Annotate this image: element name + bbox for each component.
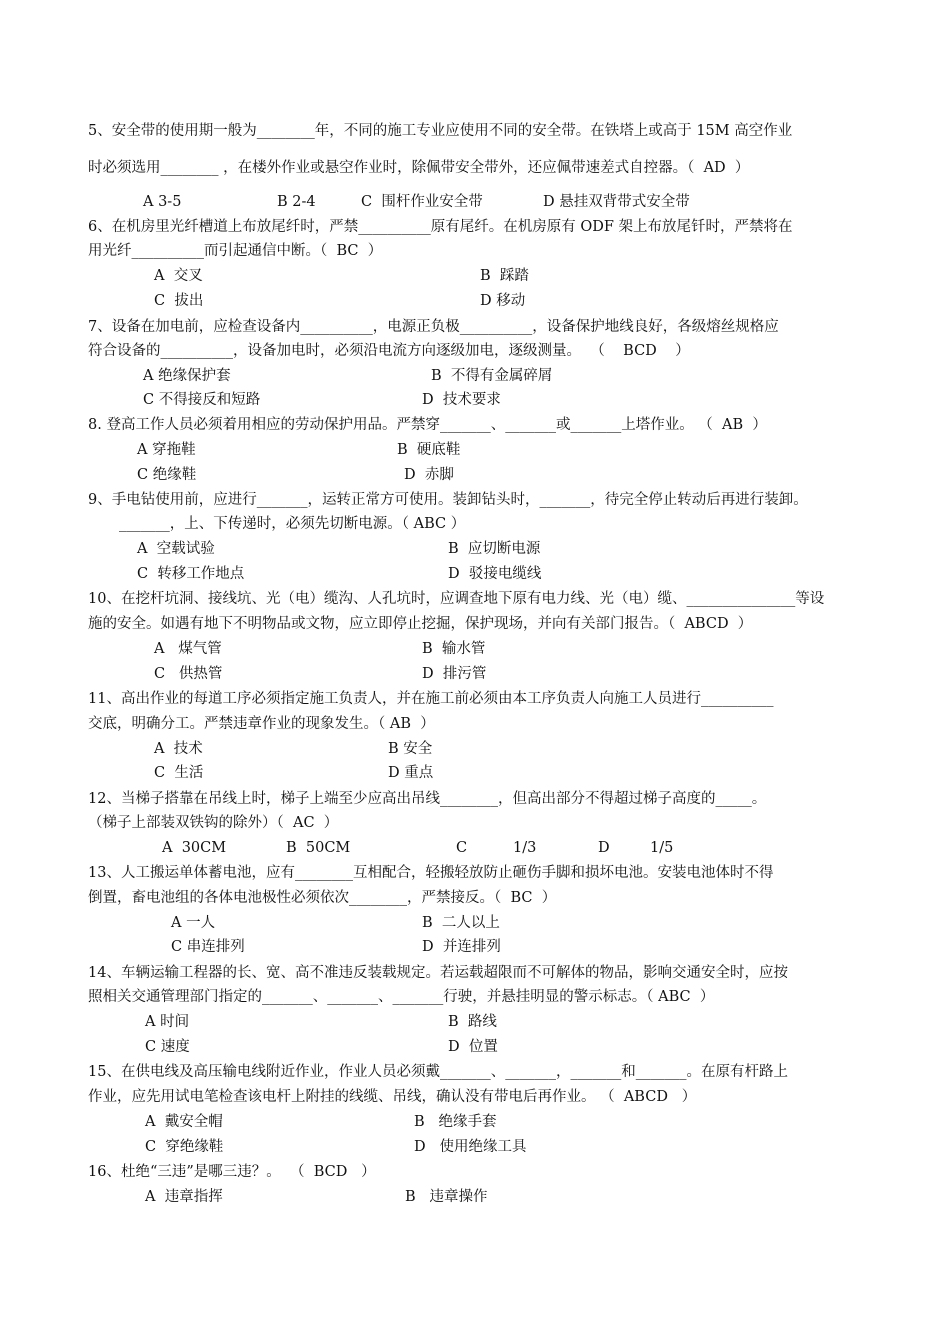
q9-option-d: D 驳接电缆线	[448, 566, 542, 582]
q5-option-a: A 3-5	[143, 194, 182, 210]
q8-line-1: 8. 登高工作人员必须着用相应的劳动保护用品。严禁穿_______、_______或_______上塔作业。 （ AB ）	[88, 417, 767, 433]
q10-option-a: A 煤气管	[154, 641, 222, 657]
q9-option-b: B 应切断电源	[448, 541, 541, 557]
q15-option-d: D 使用绝缘工具	[414, 1139, 527, 1155]
q7-line-2: 符合设备的__________，设备加电时，必须沿电流方向逐级加电，逐级测量。 （ BCD ）	[88, 343, 690, 359]
q10-line-2: 施的安全。如遇有地下不明物品或文物，应立即停止挖掘，保护现场，并向有关部门报告。（ ABCD ）	[88, 616, 753, 632]
q5-line-2: 时必须选用________ ，在楼外作业或悬空作业时，除佩带安全带外，还应佩带速差式自控器。（ AD ）	[88, 160, 750, 176]
q15-option-b: B 绝缘手套	[414, 1114, 497, 1130]
q11-option-d: D 重点	[388, 765, 434, 781]
q6-line-1: 6、在机房里光纤槽道上布放尾纤时，严禁__________原有尾纤。在机房原有 ODF 架上布放尾钎时，严禁将在	[88, 219, 793, 235]
q8-option-a: A 穿拖鞋	[137, 442, 196, 458]
q5-option-c: C 围杆作业安全带	[361, 194, 483, 210]
q13-line-1: 13、人工搬运单体蓄电池，应有________互相配合，轻搬轻放防止砸伤手脚和损坏电池。安装电池体时不得	[88, 865, 774, 881]
q8-option-b: B 硬底鞋	[397, 442, 461, 458]
q9-line-2: _______，上、下传递时，必须先切断电源。（ ABC ）	[119, 516, 466, 532]
q5-line-1: 5、安全带的使用期一般为________年，不同的施工专业应使用不同的安全带。在铁塔上或高于 15M 高空作业	[88, 123, 793, 139]
q16-option-a: A 违章指挥	[145, 1189, 223, 1205]
q10-option-c: C 供热管	[154, 666, 223, 682]
q11-line-1: 11、高出作业的每道工序必须指定施工负责人，并在施工前必须由本工序负责人向施工人员进行__________	[88, 691, 774, 707]
q9-option-a: A 空载试验	[137, 541, 215, 557]
q14-option-b: B 路线	[448, 1014, 497, 1030]
q14-line-2: 照相关交通管理部门指定的_______、_______、_______行驶，并悬挂明显的警示标志。（ ABC ）	[88, 989, 715, 1005]
q14-option-d: D 位置	[448, 1039, 498, 1055]
q13-option-c: C 串连排列	[171, 939, 245, 955]
q14-option-c: C 速度	[145, 1039, 190, 1055]
q14-option-a: A 时间	[145, 1014, 190, 1030]
q10-line-1: 10、在挖杆坑洞、接线坑、光（电）缆沟、人孔坑时，应调查地下原有电力线、光（电）缆、_______________等设	[88, 591, 825, 607]
q5-option-b: B 2-4	[277, 194, 316, 210]
q9-option-c: C 转移工作地点	[137, 566, 245, 582]
q13-line-2: 倒置，畜电池组的各体电池极性必须依次________，严禁接反。（ BC ）	[88, 890, 557, 906]
q12-option-b: B 50CM	[286, 840, 351, 856]
q12-line-2: （梯子上部装双铁钩的除外）（ AC ）	[88, 815, 339, 831]
q13-option-d: D 并连排列	[422, 939, 501, 955]
q13-option-a: A 一人	[171, 915, 216, 931]
q11-option-b: B 安全	[388, 741, 433, 757]
q7-option-a: A 绝缘保护套	[143, 368, 231, 384]
q6-line-2: 用光纤__________而引起通信中断。（ BC ）	[88, 243, 383, 259]
q6-option-c: C 拔出	[154, 293, 204, 309]
q15-line-1: 15、在供电线及高压输电线附近作业，作业人员必须戴_______、_______，_______和_______。在原有杆路上	[88, 1064, 788, 1080]
q8-option-c: C 绝缘鞋	[137, 467, 197, 483]
q7-line-1: 7、设备在加电前，应检查设备内__________，电源正负极__________，设备保护地线良好，各级熔丝规格应	[88, 319, 779, 335]
q7-option-b: B 不得有金属碎屑	[431, 368, 553, 384]
q12-option-a: A 30CM	[162, 840, 227, 856]
q12-option-c-text: 1/3	[513, 840, 537, 856]
q6-option-d: D 移动	[480, 293, 526, 309]
q13-option-b: B 二人以上	[422, 915, 500, 931]
q12-option-d-letter: D	[598, 840, 610, 856]
q8-option-d: D 赤脚	[404, 467, 454, 483]
q5-option-d: D 悬挂双背带式安全带	[543, 194, 690, 210]
q9-line-1: 9、手电钻使用前，应进行_______，运转正常方可使用。装卸钻头时，_______，待完全停止转动后再进行装卸。	[88, 492, 808, 508]
q15-option-a: A 戴安全帽	[145, 1114, 223, 1130]
q6-option-b: B 踩踏	[480, 268, 529, 284]
q12-option-c-letter: C	[456, 840, 468, 856]
q16-option-b: B 违章操作	[405, 1189, 488, 1205]
q11-line-2: 交底，明确分工。严禁违章作业的现象发生。（ AB ）	[88, 716, 435, 732]
q15-option-c: C 穿绝缘鞋	[145, 1139, 224, 1155]
q7-option-c: C 不得接反和短路	[143, 392, 261, 408]
q11-option-a: A 技术	[154, 741, 203, 757]
q14-line-1: 14、车辆运输工程器的长、宽、高不准违反装载规定。若运载超限而不可解体的物品，影响交通安全时，应按	[88, 965, 788, 981]
q6-option-a: A 交叉	[154, 268, 203, 284]
q10-option-d: D 排污管	[422, 666, 487, 682]
q12-line-1: 12、当梯子搭靠在吊线上时，梯子上端至少应高出吊线________，但高出部分不得超过梯子高度的_____。	[88, 791, 767, 807]
q16-line-1: 16、杜绝“三违”是哪三违？。 （ BCD ）	[88, 1164, 376, 1180]
q11-option-c: C 生活	[154, 765, 204, 781]
q10-option-b: B 输水管	[422, 641, 486, 657]
q15-line-2: 作业，应先用试电笔检查该电杆上附挂的线缆、吊线，确认没有带电后再作业。 （ ABCD ）	[88, 1089, 697, 1105]
q12-option-d-text: 1/5	[650, 840, 674, 856]
q7-option-d: D 技术要求	[422, 392, 501, 408]
